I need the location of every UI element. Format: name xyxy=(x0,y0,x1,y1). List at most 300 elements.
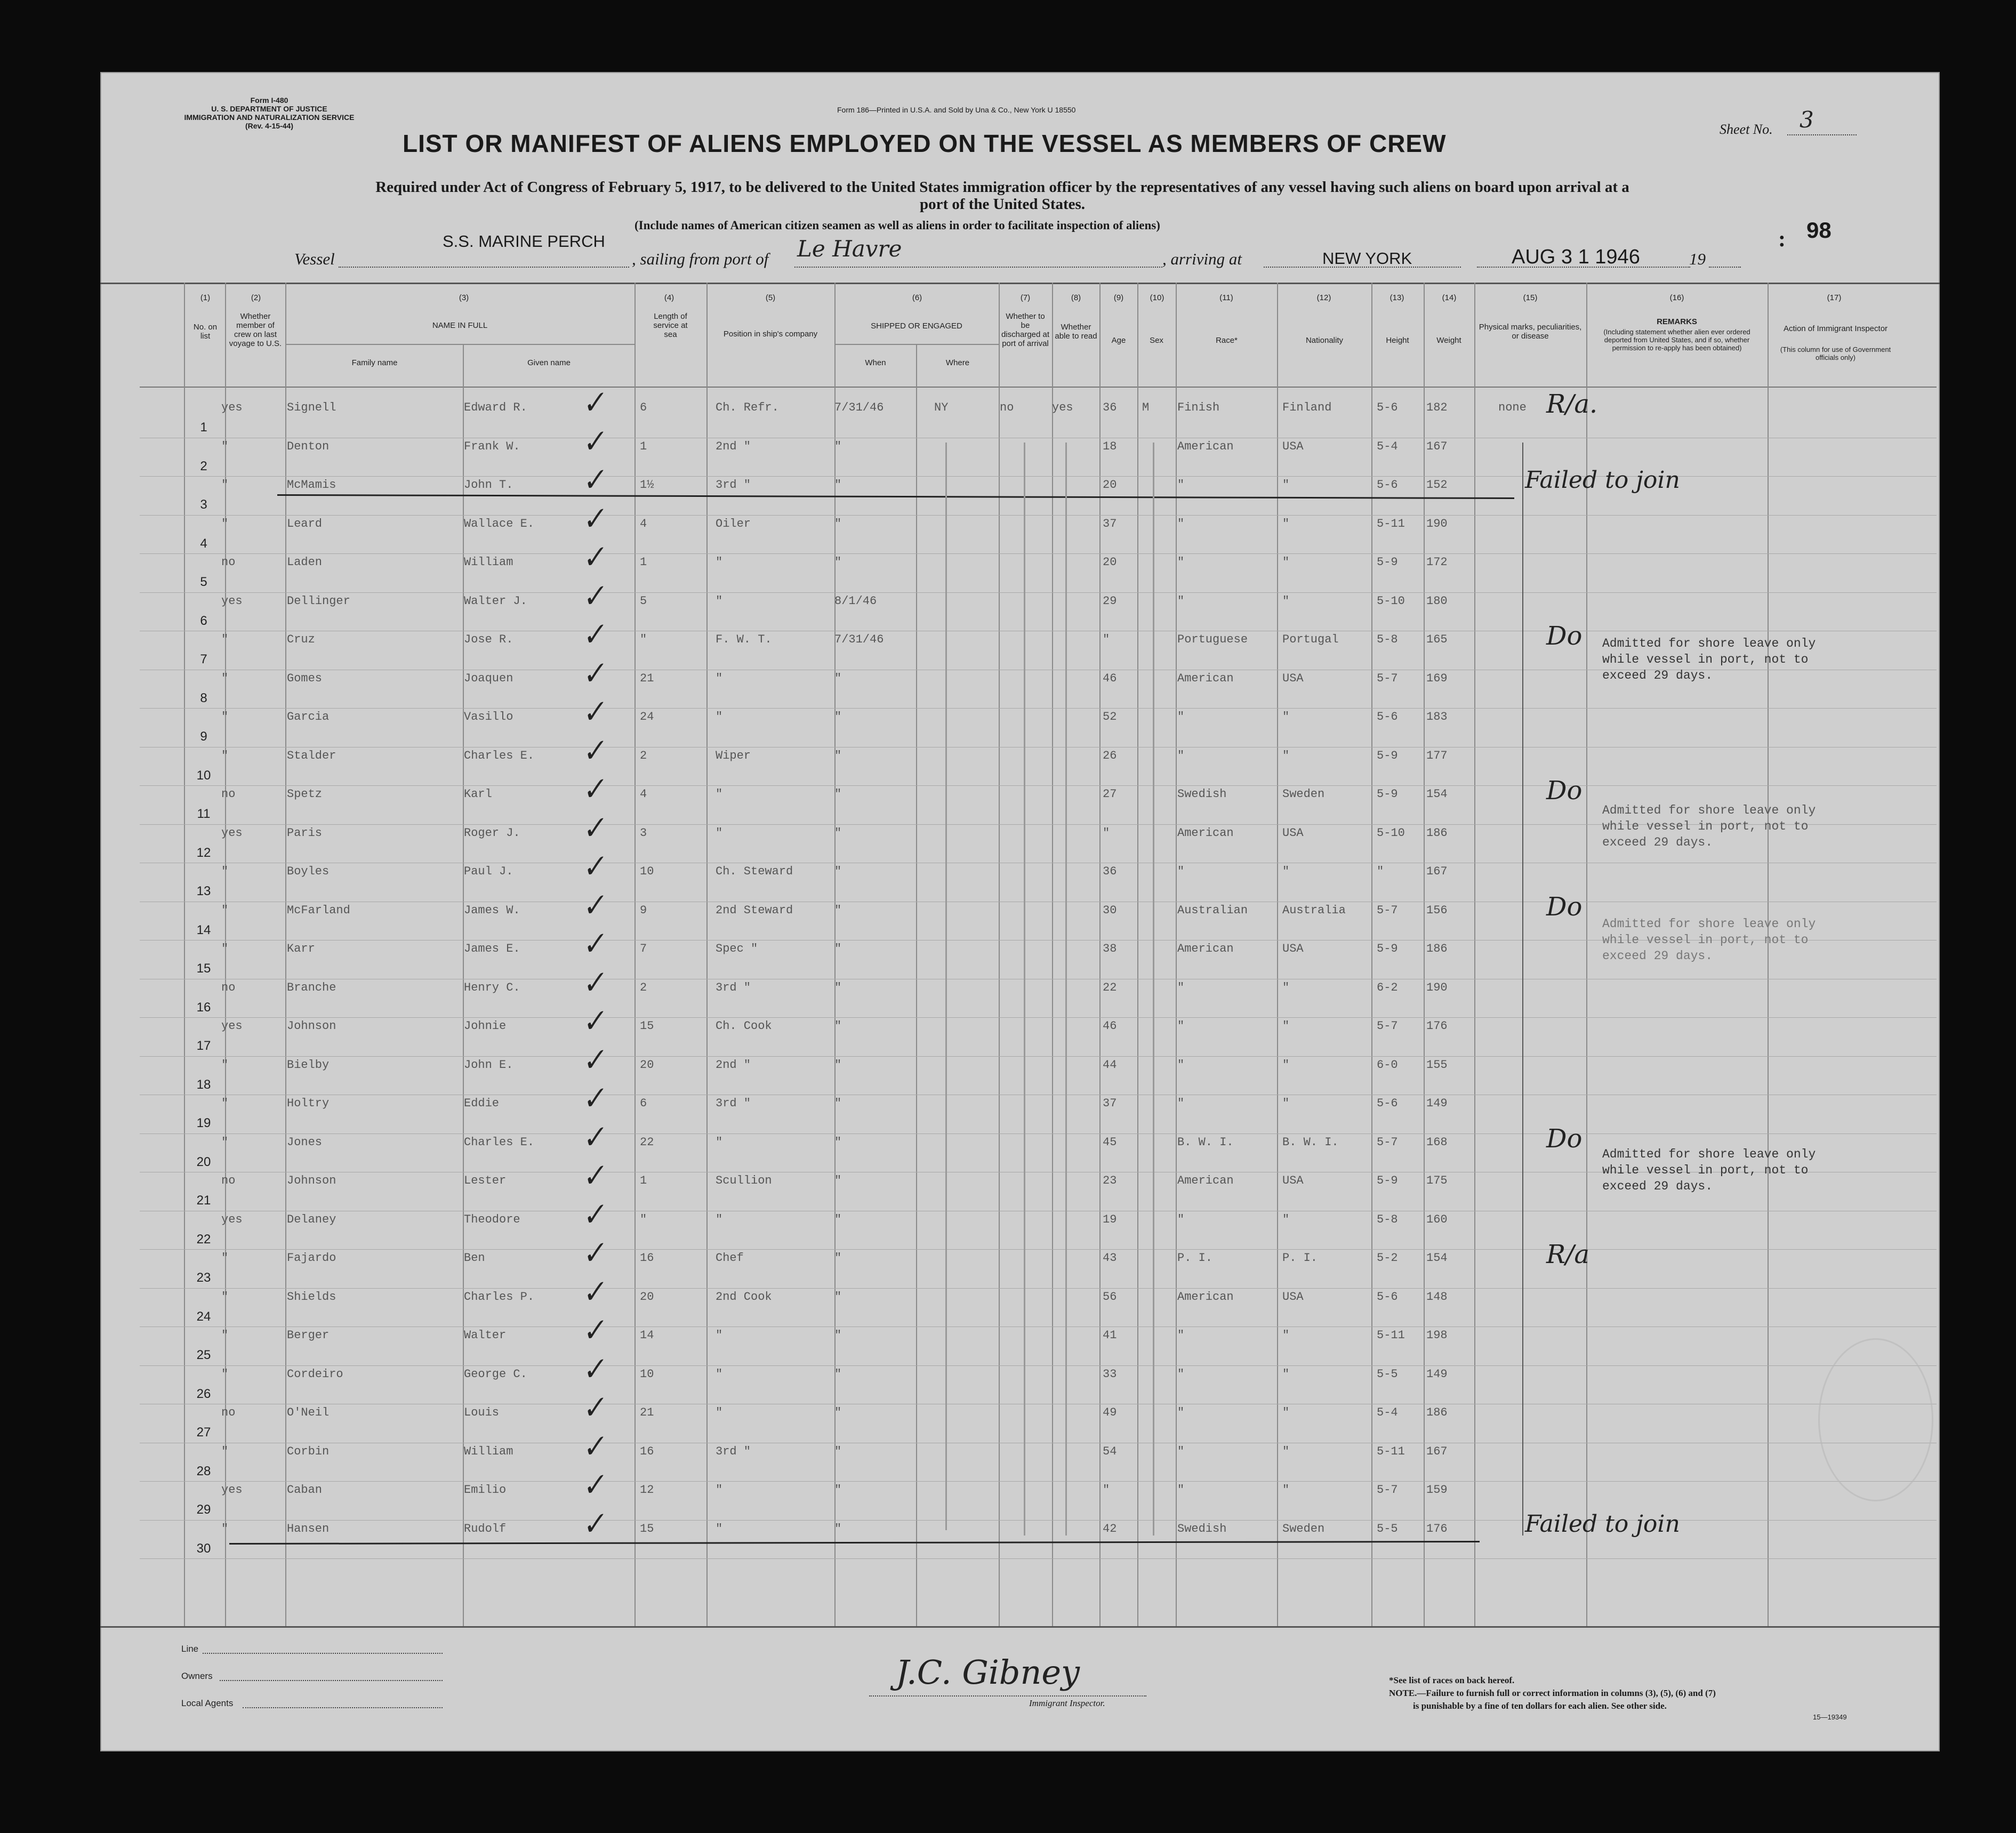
cell-nat: " xyxy=(1282,1058,1290,1072)
table-bottom-border xyxy=(100,1626,1940,1628)
cell-pos: Spec " xyxy=(716,942,758,955)
cell-given: Karl xyxy=(464,787,492,801)
cell-prev: " xyxy=(221,478,229,492)
row-number: 17 xyxy=(196,1039,211,1053)
cell-nat: " xyxy=(1282,478,1290,492)
shore-leave-note-row-7 xyxy=(1602,636,1816,684)
check-mark-icon: ✓ xyxy=(578,577,608,615)
vessel-underline xyxy=(339,267,629,268)
cell-pos: " xyxy=(716,1212,723,1226)
form-number: Form I-480 xyxy=(250,96,288,104)
cell-nat: " xyxy=(1282,594,1290,608)
cell-age: 42 xyxy=(1103,1522,1117,1535)
cell-len: " xyxy=(640,633,647,646)
cell-family: Jones xyxy=(287,1135,323,1149)
cell-ht: 5-11 xyxy=(1377,517,1405,530)
cell-race: " xyxy=(1177,478,1185,492)
check-mark-icon: ✓ xyxy=(578,1428,608,1465)
cell-race: American xyxy=(1177,671,1234,685)
row-rule xyxy=(140,1017,1937,1018)
cell-prev: yes xyxy=(221,1483,243,1497)
cell-nat: Finland xyxy=(1282,401,1332,414)
col-sex: Sex xyxy=(1150,336,1163,345)
cell-race: " xyxy=(1177,865,1185,878)
cell-nat: Sweden xyxy=(1282,1522,1325,1535)
cell-when: " xyxy=(834,1522,842,1535)
col-physical: Physical marks, peculiarities, or disease xyxy=(1479,323,1582,341)
cell-nat: " xyxy=(1282,865,1290,878)
col-remarks: REMARKS xyxy=(1657,317,1697,326)
cell-prev: " xyxy=(221,439,229,453)
cell-pos: " xyxy=(716,1367,723,1381)
cell-len: 2 xyxy=(640,980,647,994)
cell-race: American xyxy=(1177,826,1234,840)
cell-when: " xyxy=(834,671,842,685)
cell-age: 29 xyxy=(1103,594,1117,608)
row-number: 1 xyxy=(200,420,207,435)
row-number: 21 xyxy=(196,1193,211,1208)
cell-age: " xyxy=(1103,1483,1110,1497)
cell-len: 21 xyxy=(640,671,654,685)
row-number: 20 xyxy=(196,1154,211,1169)
cell-len: 15 xyxy=(640,1019,654,1033)
cell-ht: 5-6 xyxy=(1377,401,1398,414)
remark-handwritten: Do xyxy=(1546,776,1583,806)
cell-len: 1 xyxy=(640,1174,647,1187)
cell-when: " xyxy=(834,439,842,453)
cell-given: Jose R. xyxy=(464,633,513,646)
cell-given: Roger J. xyxy=(464,826,520,840)
note-line: while vessel in port, not to xyxy=(1602,653,1809,666)
footer-owners-label: Owners xyxy=(181,1671,213,1681)
cell-age: 30 xyxy=(1103,903,1117,917)
cell-family: Leard xyxy=(287,517,323,530)
cell-wt: 175 xyxy=(1426,1174,1448,1187)
cell-wt: 155 xyxy=(1426,1058,1448,1072)
cell-age: 56 xyxy=(1103,1290,1117,1304)
col-num: (7) xyxy=(1020,293,1031,302)
remark-handwritten: Do xyxy=(1546,891,1583,922)
row-rule xyxy=(140,1481,1937,1482)
cell-given: Rudolf xyxy=(464,1522,507,1535)
row-number: 28 xyxy=(196,1464,211,1478)
cell-nat: USA xyxy=(1282,942,1304,955)
cell-wt: 149 xyxy=(1426,1097,1448,1110)
col-num: (6) xyxy=(912,293,922,302)
cell-race: P. I. xyxy=(1177,1251,1213,1265)
note-line: Admitted for shore leave only xyxy=(1602,803,1816,817)
shore-leave-note-row-11 xyxy=(1602,802,1816,850)
cell-age: 23 xyxy=(1103,1174,1117,1187)
cell-race: " xyxy=(1177,556,1185,569)
cell-pos: Ch. Refr. xyxy=(716,401,779,414)
arriving-label: , arriving at xyxy=(1162,250,1242,268)
vertical-ditto-line xyxy=(1153,443,1154,1535)
cell-pos: " xyxy=(716,1483,723,1497)
cell-race: " xyxy=(1177,1329,1185,1342)
cell-given: Louis xyxy=(464,1406,500,1419)
cell-age: 22 xyxy=(1103,980,1117,994)
cell-when: " xyxy=(834,865,842,878)
cell-family: Corbin xyxy=(287,1444,330,1458)
cell-wt: 154 xyxy=(1426,787,1448,801)
col-position: Position in ship's company xyxy=(723,329,818,339)
cell-wt: 168 xyxy=(1426,1135,1448,1149)
cell-when: " xyxy=(834,787,842,801)
col-num: (9) xyxy=(1113,293,1124,302)
check-mark-icon: ✓ xyxy=(578,423,608,460)
cell-when: " xyxy=(834,1290,842,1304)
cell-family: Fajardo xyxy=(287,1251,336,1265)
cell-family: Dellinger xyxy=(287,594,350,608)
row-number: 6 xyxy=(200,613,207,628)
cell-given: Edward R. xyxy=(464,401,527,414)
cell-age: 46 xyxy=(1103,671,1117,685)
cell-nat: USA xyxy=(1282,1174,1304,1187)
cell-age: 37 xyxy=(1103,1097,1117,1110)
cell-len: " xyxy=(640,1212,647,1226)
col-action: Action of Immigrant Inspector xyxy=(1783,324,1888,333)
col-where: Where xyxy=(945,358,970,367)
cell-race: Australian xyxy=(1177,903,1248,917)
row-number: 14 xyxy=(196,922,211,937)
cell-prev: " xyxy=(221,1135,229,1149)
cell-len: 2 xyxy=(640,749,647,762)
cell-dis: no xyxy=(1000,401,1014,414)
row-rule xyxy=(140,1056,1937,1057)
cell-race: Finish xyxy=(1177,401,1220,414)
cell-len: 10 xyxy=(640,1367,654,1381)
service: IMMIGRATION AND NATURALIZATION SERVICE xyxy=(184,113,355,122)
cell-given: Theodore xyxy=(464,1212,520,1226)
cell-wt: 160 xyxy=(1426,1212,1448,1226)
cell-age: 54 xyxy=(1103,1444,1117,1458)
check-mark-icon: ✓ xyxy=(578,1196,608,1233)
cell-prev: " xyxy=(221,903,229,917)
cell-pos: 3rd " xyxy=(716,1097,751,1110)
vertical-ditto-line xyxy=(1024,443,1025,1535)
row-number: 27 xyxy=(196,1425,211,1440)
cell-prev: no xyxy=(221,556,236,569)
cell-len: 10 xyxy=(640,865,654,878)
col-shipped: SHIPPED OR ENGAGED xyxy=(871,321,962,331)
col-weight: Weight xyxy=(1436,336,1461,345)
cell-pos: " xyxy=(716,1406,723,1419)
cell-given: Eddie xyxy=(464,1097,500,1110)
cell-len: 4 xyxy=(640,787,647,801)
table-header-bottom xyxy=(140,387,1937,388)
cell-ht: 5-4 xyxy=(1377,1406,1398,1419)
cell-race: B. W. I. xyxy=(1177,1135,1234,1149)
check-mark-icon: ✓ xyxy=(578,384,608,422)
cell-len: 20 xyxy=(640,1290,654,1304)
row-number: 18 xyxy=(196,1077,211,1092)
col-age: Age xyxy=(1111,336,1126,345)
row-rule xyxy=(140,1326,1937,1327)
cell-ht: 6-2 xyxy=(1377,980,1398,994)
vessel-label: Vessel xyxy=(294,250,335,268)
cell-prev: " xyxy=(221,865,229,878)
remark-handwritten: Do xyxy=(1546,621,1583,651)
col-no-on-list: No. on list xyxy=(193,323,218,341)
cell-family: Signell xyxy=(287,401,336,414)
cell-nat: USA xyxy=(1282,826,1304,840)
cell-family: Shields xyxy=(287,1290,336,1304)
row-number: 22 xyxy=(196,1232,211,1247)
col-race: Race* xyxy=(1216,336,1238,345)
cell-given: John E. xyxy=(464,1058,513,1072)
col-num: (12) xyxy=(1316,293,1331,302)
cell-family: Caban xyxy=(287,1483,323,1497)
cell-family: Gomes xyxy=(287,671,323,685)
cell-prev: " xyxy=(221,1367,229,1381)
cell-len: 5 xyxy=(640,594,647,608)
footer-agents-label: Local Agents xyxy=(181,1698,234,1708)
cell-nat: Sweden xyxy=(1282,787,1325,801)
cell-age: 20 xyxy=(1103,478,1117,492)
races-note: *See list of races on back hereof. xyxy=(1389,1675,1515,1685)
cell-when: " xyxy=(834,1212,842,1226)
cell-given: John T. xyxy=(464,478,513,492)
cell-family: Berger xyxy=(287,1329,330,1342)
cell-len: 12 xyxy=(640,1483,654,1497)
cell-age: 45 xyxy=(1103,1135,1117,1149)
check-mark-icon: ✓ xyxy=(578,1389,608,1427)
cell-nat: " xyxy=(1282,1483,1290,1497)
cell-nat: " xyxy=(1282,1406,1290,1419)
cell-when: " xyxy=(834,1483,842,1497)
cell-prev: no xyxy=(221,1406,236,1419)
col-num: (4) xyxy=(664,293,674,302)
row-number: 29 xyxy=(196,1502,211,1517)
cell-when: " xyxy=(834,710,842,723)
cell-given: Johnie xyxy=(464,1019,507,1033)
cell-when: " xyxy=(834,1251,842,1265)
check-mark-icon: ✓ xyxy=(578,1273,608,1311)
cell-len: 4 xyxy=(640,517,647,530)
cell-ht: 5-10 xyxy=(1377,594,1405,608)
cell-phys: none xyxy=(1498,401,1527,414)
cell-age: 27 xyxy=(1103,787,1117,801)
footer-line-underline xyxy=(203,1653,443,1654)
row-number: 26 xyxy=(196,1386,211,1401)
row-rule xyxy=(140,708,1937,709)
check-mark-icon: ✓ xyxy=(578,1234,608,1272)
cell-pos: F. W. T. xyxy=(716,633,772,646)
check-mark-icon: ✓ xyxy=(578,1002,608,1040)
cell-prev: yes xyxy=(221,1212,243,1226)
cell-when: " xyxy=(834,1019,842,1033)
cell-len: 7 xyxy=(640,942,647,955)
row-number: 11 xyxy=(197,807,211,821)
cell-ht: 5-5 xyxy=(1377,1522,1398,1535)
cell-given: Walter J. xyxy=(464,594,527,608)
cell-wt: 182 xyxy=(1426,401,1448,414)
cell-nat: " xyxy=(1282,980,1290,994)
cell-race: American xyxy=(1177,1174,1234,1187)
fine-note-line-2: is punishable by a fine of ten dollars for each alien. See other side. xyxy=(1413,1701,1667,1711)
check-mark-icon: ✓ xyxy=(578,770,608,808)
col-name-in-full: NAME IN FULL xyxy=(432,321,488,330)
cell-wt: 176 xyxy=(1426,1522,1448,1535)
cell-wt: 198 xyxy=(1426,1329,1448,1342)
cell-race: " xyxy=(1177,1058,1185,1072)
cell-prev: no xyxy=(221,980,236,994)
row-number: 7 xyxy=(200,652,207,666)
cell-family: Delaney xyxy=(287,1212,336,1226)
cell-race: " xyxy=(1177,1367,1185,1381)
cell-prev: " xyxy=(221,710,229,723)
cell-ht: 5-11 xyxy=(1377,1329,1405,1342)
cell-nat: " xyxy=(1282,517,1290,530)
arriving-underline xyxy=(1264,267,1461,268)
check-mark-icon: ✓ xyxy=(578,964,608,1001)
col-given-name: Given name xyxy=(527,358,571,367)
row-number: 13 xyxy=(196,884,211,898)
cell-pos: Wiper xyxy=(716,749,751,762)
cell-wt: 180 xyxy=(1426,594,1448,608)
col-num: (14) xyxy=(1442,293,1457,302)
cell-prev: " xyxy=(221,633,229,646)
vertical-ditto-line xyxy=(945,443,947,1530)
cell-family: McFarland xyxy=(287,903,350,917)
cell-wt: 190 xyxy=(1426,517,1448,530)
cell-family: Denton xyxy=(287,439,330,453)
cell-family: Paris xyxy=(287,826,323,840)
cell-ht: 5-8 xyxy=(1377,633,1398,646)
cell-race: " xyxy=(1177,1444,1185,1458)
cell-prev: yes xyxy=(221,594,243,608)
col-num: (15) xyxy=(1523,293,1538,302)
inspector-signature: J.C. Gibney xyxy=(896,1653,1080,1692)
row-rule xyxy=(140,515,1937,516)
note-line: while vessel in port, not to xyxy=(1602,1163,1809,1177)
check-mark-icon: ✓ xyxy=(578,693,608,731)
cell-pos: " xyxy=(716,671,723,685)
cell-race: " xyxy=(1177,1406,1185,1419)
cell-race: Portuguese xyxy=(1177,633,1248,646)
seal-stamp xyxy=(1818,1338,1933,1501)
cell-age: 52 xyxy=(1103,710,1117,723)
cell-age: 19 xyxy=(1103,1212,1117,1226)
requirement-line-1: Required under Act of Congress of February 5, 1917, to be delivered to the United States immigration officer by the representatives of any vessel having such aliens on board upon arrival at a xyxy=(375,179,1629,196)
cell-len: 1 xyxy=(640,439,647,453)
check-mark-icon: ✓ xyxy=(578,887,608,924)
cell-ht: 5-7 xyxy=(1377,1483,1398,1497)
cell-age: 33 xyxy=(1103,1367,1117,1381)
cell-family: O'Neil xyxy=(287,1406,330,1419)
col-when: When xyxy=(865,358,886,367)
date-underline xyxy=(1477,267,1690,268)
cell-len: 15 xyxy=(640,1522,654,1535)
cell-race: Swedish xyxy=(1177,1522,1227,1535)
cell-prev: " xyxy=(221,1290,229,1304)
cell-prev: " xyxy=(221,749,229,762)
cell-when: " xyxy=(834,1444,842,1458)
cell-given: James W. xyxy=(464,903,520,917)
cell-family: Cruz xyxy=(287,633,315,646)
check-mark-icon: ✓ xyxy=(578,655,608,692)
cell-race: " xyxy=(1177,710,1185,723)
cell-ht: 5-2 xyxy=(1377,1251,1398,1265)
include-note: (Include names of American citizen seamen as well as aliens in order to facilitate inspection of aliens) xyxy=(634,219,1160,232)
cell-age: " xyxy=(1103,826,1110,840)
check-mark-icon: ✓ xyxy=(578,1119,608,1156)
cell-ht: 6-0 xyxy=(1377,1058,1398,1072)
cell-pos: 2nd " xyxy=(716,439,751,453)
col-num: (10) xyxy=(1150,293,1164,302)
col-action-sub: (This column for use of Government officials only) xyxy=(1780,345,1891,361)
cell-when: 7/31/46 xyxy=(834,401,884,414)
cell-when: 7/31/46 xyxy=(834,633,884,646)
cell-len: 16 xyxy=(640,1444,654,1458)
cell-ht: 5-9 xyxy=(1377,749,1398,762)
check-mark-icon: ✓ xyxy=(578,616,608,654)
cell-race: " xyxy=(1177,1212,1185,1226)
cell-given: Emilio xyxy=(464,1483,507,1497)
check-mark-icon: ✓ xyxy=(578,732,608,769)
cell-family: Karr xyxy=(287,942,315,955)
cell-family: Spetz xyxy=(287,787,323,801)
cell-prev: " xyxy=(221,1444,229,1458)
sheet-number: 3 xyxy=(1800,107,1814,133)
cell-age: 43 xyxy=(1103,1251,1117,1265)
cell-ht: 5-7 xyxy=(1377,671,1398,685)
cell-given: William xyxy=(464,1444,513,1458)
row-rule xyxy=(140,553,1937,554)
row-rule xyxy=(140,1558,1937,1559)
cell-when: " xyxy=(834,1174,842,1187)
requirement-line-2: port of the United States. xyxy=(919,196,1086,213)
check-mark-icon: ✓ xyxy=(578,1350,608,1388)
cell-when: " xyxy=(834,1329,842,1342)
check-mark-icon: ✓ xyxy=(578,500,608,537)
cell-nat: " xyxy=(1282,749,1290,762)
row-number: 24 xyxy=(196,1309,211,1324)
cell-ht: 5-7 xyxy=(1377,1019,1398,1033)
row-rule xyxy=(140,1365,1937,1366)
col-whether-member: Whether member of crew on last voyage to U.S. xyxy=(229,312,282,348)
check-mark-icon: ✓ xyxy=(578,1041,608,1079)
cell-when: " xyxy=(834,517,842,530)
cell-prev: " xyxy=(221,671,229,685)
cell-pos: " xyxy=(716,826,723,840)
cell-prev: " xyxy=(221,1329,229,1342)
cell-prev: no xyxy=(221,787,236,801)
col-num: (2) xyxy=(251,293,261,302)
cell-when: " xyxy=(834,826,842,840)
col-num: (3) xyxy=(459,293,469,302)
cell-prev: " xyxy=(221,1097,229,1110)
cell-nat: " xyxy=(1282,1212,1290,1226)
cell-wt: 186 xyxy=(1426,826,1448,840)
cell-wt: 167 xyxy=(1426,439,1448,453)
cell-pos: " xyxy=(716,710,723,723)
cell-wt: 176 xyxy=(1426,1019,1448,1033)
cell-pos: " xyxy=(716,1135,723,1149)
col-num: (1) xyxy=(200,293,211,302)
vessel-name: S.S. MARINE PERCH xyxy=(443,232,605,251)
sheet-label: Sheet No. xyxy=(1720,122,1773,137)
department: U. S. DEPARTMENT OF JUSTICE xyxy=(211,104,327,113)
cell-wt: 172 xyxy=(1426,556,1448,569)
note-line: Admitted for shore leave only xyxy=(1602,1147,1816,1161)
footer-agents-underline xyxy=(243,1707,443,1708)
cell-pos: Scullion xyxy=(716,1174,772,1187)
cell-pos: Oiler xyxy=(716,517,751,530)
col-height: Height xyxy=(1386,336,1409,345)
cell-when: " xyxy=(834,556,842,569)
